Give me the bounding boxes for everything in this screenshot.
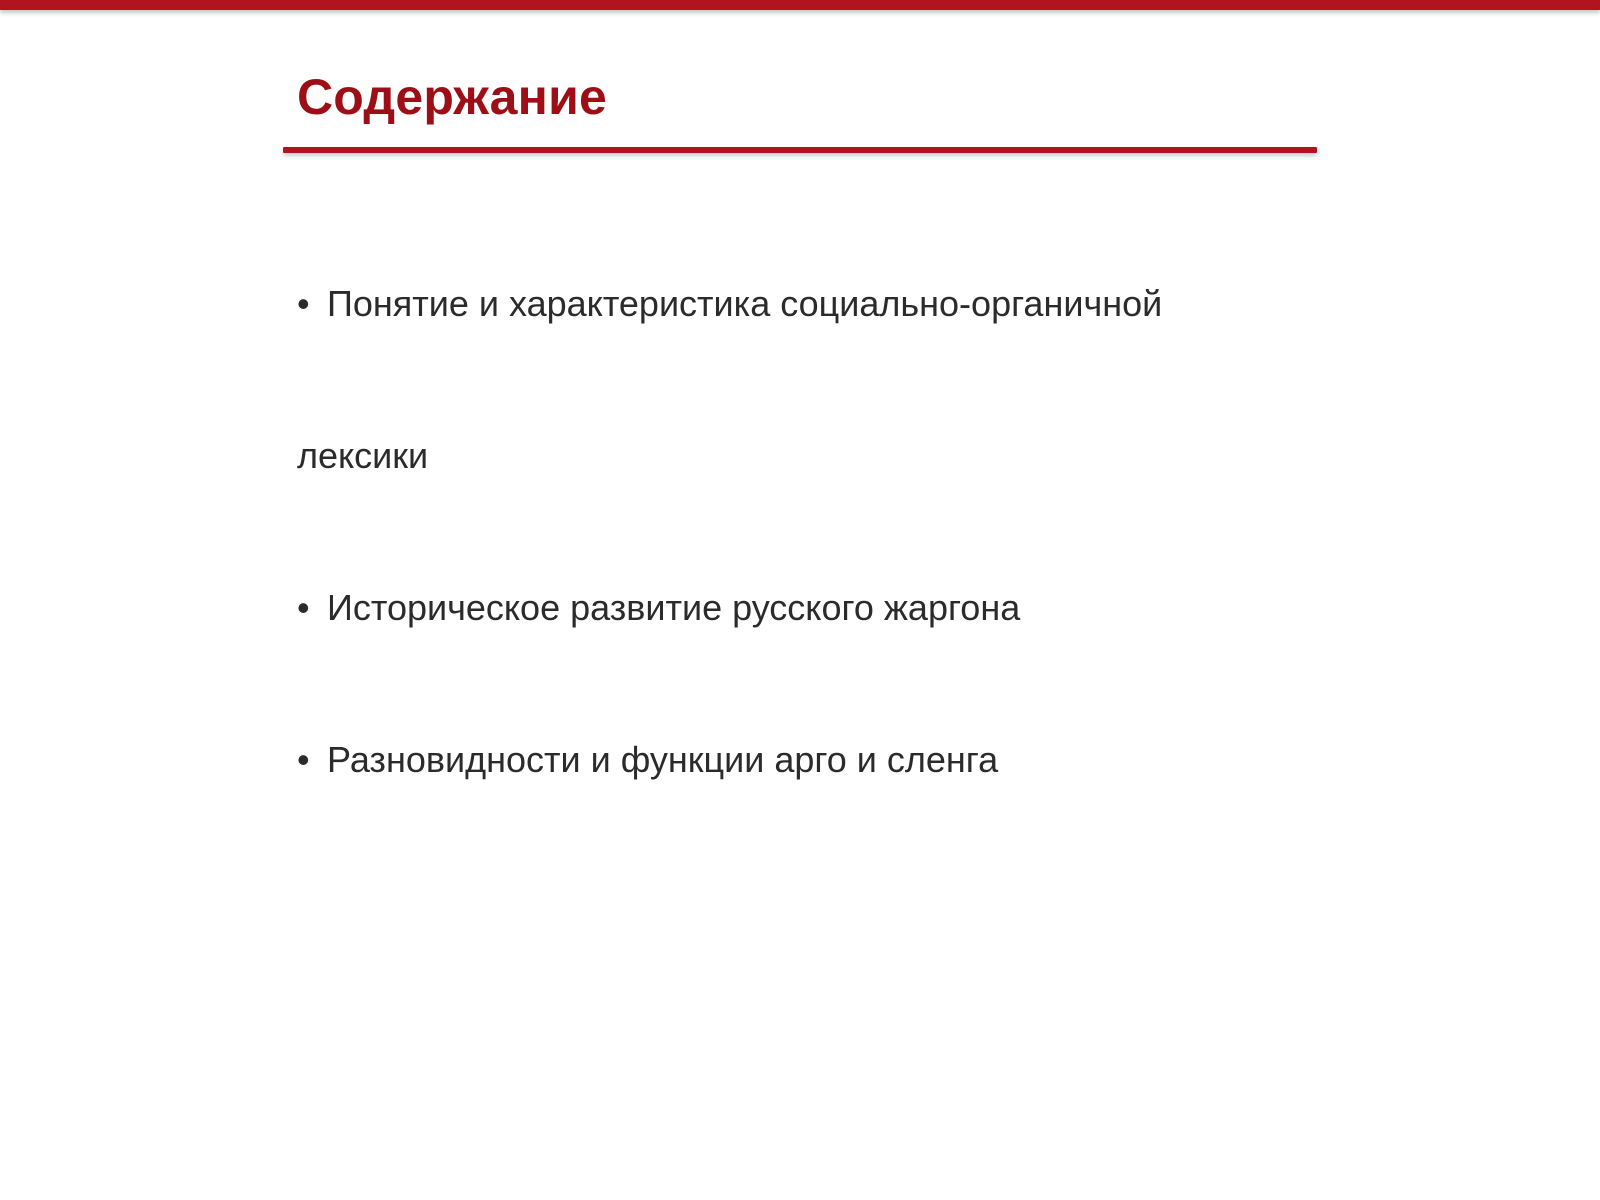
list-item <box>297 283 1162 325</box>
list-item-text: Понятие и характеристика социально-органичной <box>327 283 1163 324</box>
bullet-icon: • <box>297 587 310 628</box>
slide-title: Содержание <box>297 69 608 125</box>
bullet-icon: • <box>297 739 310 780</box>
list-item <box>297 739 998 781</box>
title-underline <box>283 147 1317 153</box>
top-accent-bar <box>0 0 1600 10</box>
list-item-text: лексики <box>297 435 429 476</box>
list-item-text: Историческое развитие русского жаргона <box>327 587 1021 628</box>
list-item-continuation <box>297 435 428 477</box>
bullet-icon: • <box>297 283 310 324</box>
list-item-text: Разновидности и функции арго и сленга <box>327 739 999 780</box>
list-item <box>297 587 1020 629</box>
